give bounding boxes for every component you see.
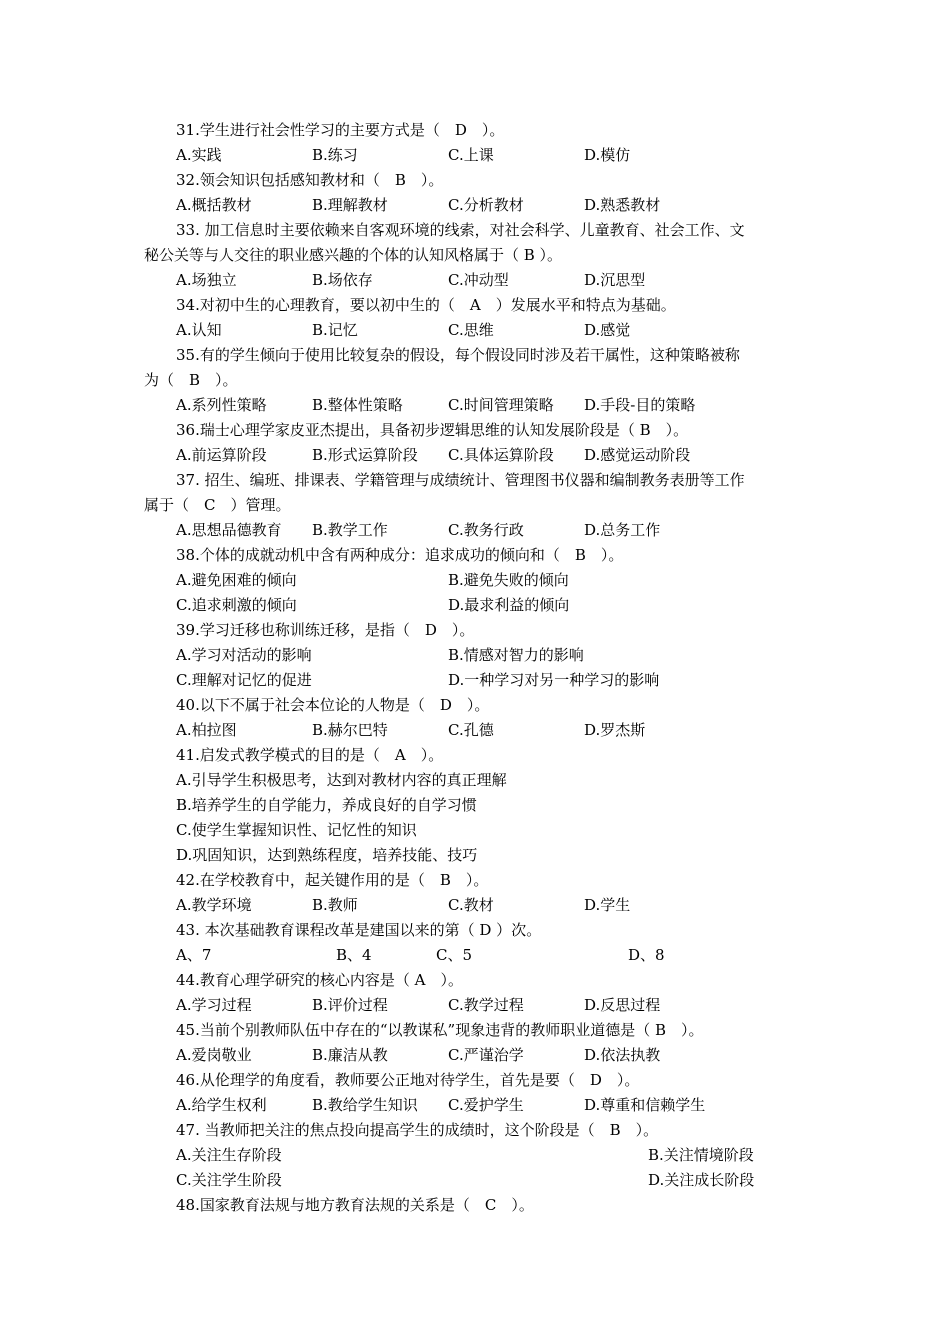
question-40-option-line — [0, 718, 950, 743]
question-stem-continuation: 秘公关等与人交往的职业感兴趣的个体的认知风格属于（ B ）。 — [144, 246, 563, 264]
option: D.反思过程 — [584, 996, 661, 1014]
option: B.情感对智力的影响 — [448, 646, 584, 664]
question-43-stem-line — [0, 918, 950, 943]
question-40-stem-line — [0, 693, 950, 718]
option: D.尊重和信赖学生 — [584, 1096, 706, 1114]
question-stem: 42.在学校教育中，起关键作用的是（ B ）。 — [176, 871, 489, 889]
question-42-stem-line — [0, 868, 950, 893]
option: B.理解教材 — [312, 196, 388, 214]
question-47-option-line — [0, 1168, 950, 1193]
question-34-stem-line — [0, 293, 950, 318]
option: A.给学生权利 — [176, 1096, 267, 1114]
option: D.模仿 — [584, 146, 631, 164]
question-46-stem-line — [0, 1068, 950, 1093]
option: D.学生 — [584, 896, 631, 914]
option: A.场独立 — [176, 271, 237, 289]
option: A.柏拉图 — [176, 721, 237, 739]
option: A、7 — [176, 946, 212, 964]
option: C.分析教材 — [448, 196, 524, 214]
question-38-stem-line — [0, 543, 950, 568]
question-41-stem-line — [0, 743, 950, 768]
question-31-stem-line — [0, 118, 950, 143]
question-38-option-line — [0, 568, 950, 593]
option: B.赫尔巴特 — [312, 721, 388, 739]
question-stem: 39.学习迁移也称训练迁移，是指（ D ）。 — [176, 621, 475, 639]
option: C.追求刺激的倾向 — [176, 596, 297, 614]
option: C.思维 — [448, 321, 494, 339]
question-39-option-line — [0, 643, 950, 668]
question-stem-continuation: 为（ B ）。 — [144, 371, 238, 389]
question-45-stem-line — [0, 1018, 950, 1043]
question-stem: 36.瑞士心理学家皮亚杰提出，具备初步逻辑思维的认知发展阶段是（ B ）。 — [176, 421, 689, 439]
question-stem: 47. 当教师把关注的焦点投向提高学生的成绩时，这个阶段是（ B ）。 — [176, 1121, 659, 1139]
question-35-option-line — [0, 393, 950, 418]
option: D.手段-目的策略 — [584, 396, 696, 414]
option: C.教学过程 — [448, 996, 524, 1014]
option: D.依法执教 — [584, 1046, 661, 1064]
question-stem-continuation: 属于（ C ）管理。 — [144, 496, 291, 514]
question-37-option-line — [0, 518, 950, 543]
question-41-option-line — [0, 843, 950, 868]
option: B.评价过程 — [312, 996, 388, 1014]
option: D.罗杰斯 — [584, 721, 646, 739]
option: B.教给学生知识 — [312, 1096, 418, 1114]
question-44-option-line — [0, 993, 950, 1018]
question-48-stem-line — [0, 1193, 950, 1218]
question-stem: 48.国家教育法规与地方教育法规的关系是（ C ）。 — [176, 1196, 534, 1214]
question-47-stem-line — [0, 1118, 950, 1143]
question-stem: 44.教育心理学研究的核心内容是（ A ）。 — [176, 971, 463, 989]
option: B、4 — [336, 946, 372, 964]
question-43-option-line — [0, 943, 950, 968]
option: D.沉思型 — [584, 271, 646, 289]
question-45-option-line — [0, 1043, 950, 1068]
option: B.培养学生的自学能力，养成良好的自学习惯 — [176, 796, 477, 814]
option: B.关注情境阶段 — [648, 1146, 754, 1164]
question-stem: 31.学生进行社会性学习的主要方式是（ D ）。 — [176, 121, 505, 139]
option: A.实践 — [176, 146, 222, 164]
option: C.孔德 — [448, 721, 494, 739]
option: D.最求利益的倾向 — [448, 596, 570, 614]
option: D.熟悉教材 — [584, 196, 661, 214]
option: C.爱护学生 — [448, 1096, 524, 1114]
option: C.时间管理策略 — [448, 396, 554, 414]
option: A.系列性策略 — [176, 396, 267, 414]
question-34-option-line — [0, 318, 950, 343]
question-39-option-line — [0, 668, 950, 693]
option: B.教师 — [312, 896, 358, 914]
option: D、8 — [628, 946, 665, 964]
question-stem: 33. 加工信息时主要依赖来自客观环境的线索，对社会科学、儿童教育、社会工作、文 — [176, 221, 745, 239]
option: B.整体性策略 — [312, 396, 403, 414]
question-stem: 43. 本次基础教育课程改革是建国以来的第（ D ）次。 — [176, 921, 542, 939]
question-stem: 34.对初中生的心理教育，要以初中生的（ A ）发展水平和特点为基础。 — [176, 296, 676, 314]
question-33-stem-line — [0, 218, 950, 243]
option: B.场依存 — [312, 271, 373, 289]
option: C.教务行政 — [448, 521, 524, 539]
option: A.关注生存阶段 — [176, 1146, 282, 1164]
question-41-option-line — [0, 818, 950, 843]
question-stem: 32.领会知识包括感知教材和（ B ）。 — [176, 171, 444, 189]
question-stem: 45.当前个别教师队伍中存在的“以教谋私”现象违背的教师职业道德是（ B ）。 — [176, 1021, 704, 1039]
option: A.引导学生积极思考，达到对教材内容的真正理解 — [176, 771, 507, 789]
question-stem: 40.以下不属于社会本位论的人物是（ D ）。 — [176, 696, 490, 714]
option: C.使学生掌握知识性、记忆性的知识 — [176, 821, 417, 839]
question-32-stem-line — [0, 168, 950, 193]
option: A.认知 — [176, 321, 222, 339]
option: B.教学工作 — [312, 521, 388, 539]
option: A.避免困难的倾向 — [176, 571, 297, 589]
option: C.教材 — [448, 896, 494, 914]
option: D.感觉 — [584, 321, 631, 339]
option: B.形式运算阶段 — [312, 446, 418, 464]
option: A.概括教材 — [176, 196, 252, 214]
question-39-stem-line — [0, 618, 950, 643]
option: D.巩固知识，达到熟练程度，培养技能、技巧 — [176, 846, 478, 864]
option: C.具体运算阶段 — [448, 446, 554, 464]
option: B.记忆 — [312, 321, 358, 339]
question-32-option-line — [0, 193, 950, 218]
question-33-stem-cont-line — [0, 243, 950, 268]
option: D.总务工作 — [584, 521, 661, 539]
question-44-stem-line — [0, 968, 950, 993]
option: C、5 — [436, 946, 473, 964]
question-31-option-line — [0, 143, 950, 168]
option: A.学习过程 — [176, 996, 252, 1014]
question-41-option-line — [0, 768, 950, 793]
option: C.冲动型 — [448, 271, 509, 289]
question-36-option-line — [0, 443, 950, 468]
question-47-option-line — [0, 1143, 950, 1168]
option: A.前运算阶段 — [176, 446, 267, 464]
question-stem: 41.启发式教学模式的目的是（ A ）。 — [176, 746, 444, 764]
question-35-stem-cont-line — [0, 368, 950, 393]
question-stem: 35.有的学生倾向于使用比较复杂的假设，每个假设同时涉及若干属性，这种策略被称 — [176, 346, 740, 364]
option: B.廉洁从教 — [312, 1046, 388, 1064]
option: D.一种学习对另一种学习的影响 — [448, 671, 660, 689]
option: D.关注成长阶段 — [648, 1171, 755, 1189]
question-stem: 38.个体的成就动机中含有两种成分：追求成功的倾向和（ B ）。 — [176, 546, 624, 564]
question-41-option-line — [0, 793, 950, 818]
option: B.避免失败的倾向 — [448, 571, 569, 589]
option: C.理解对记忆的促进 — [176, 671, 312, 689]
question-33-option-line — [0, 268, 950, 293]
option: B.练习 — [312, 146, 358, 164]
question-36-stem-line — [0, 418, 950, 443]
option: A.教学环境 — [176, 896, 252, 914]
option: D.感觉运动阶段 — [584, 446, 691, 464]
option: C.关注学生阶段 — [176, 1171, 282, 1189]
option: C.上课 — [448, 146, 494, 164]
question-35-stem-line — [0, 343, 950, 368]
question-37-stem-line — [0, 468, 950, 493]
question-42-option-line — [0, 893, 950, 918]
question-38-option-line — [0, 593, 950, 618]
question-46-option-line — [0, 1093, 950, 1118]
option: C.严谨治学 — [448, 1046, 524, 1064]
option: A.思想品德教育 — [176, 521, 282, 539]
question-stem: 46.从伦理学的角度看，教师要公正地对待学生，首先是要（ D ）。 — [176, 1071, 640, 1089]
question-stem: 37. 招生、编班、排课表、学籍管理与成绩统计、管理图书仪器和编制教务表册等工作 — [176, 471, 745, 489]
option: A.爱岗敬业 — [176, 1046, 252, 1064]
option: A.学习对活动的影响 — [176, 646, 312, 664]
question-37-stem-cont-line — [0, 493, 950, 518]
